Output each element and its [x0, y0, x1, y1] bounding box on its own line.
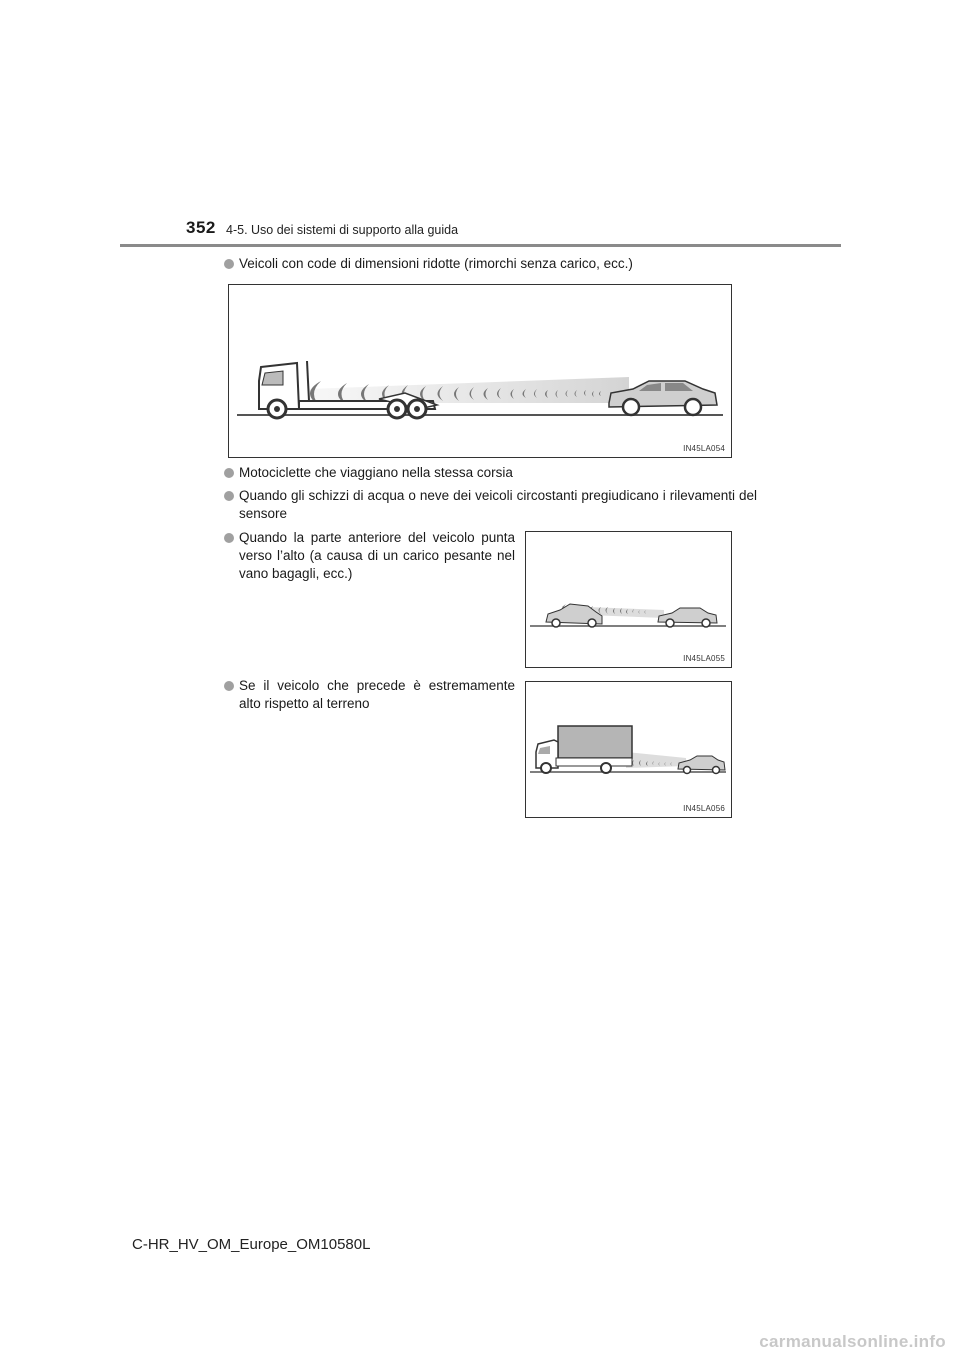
bullet-dot-icon	[224, 681, 234, 691]
page-number: 352	[186, 218, 216, 237]
bullet-dot-icon	[224, 533, 234, 543]
bullet-item: Quando la parte anteriore del veicolo punta verso l’alto (a causa di un carico pesante nel vano bagagli, ecc.)	[224, 529, 515, 583]
figure-two-cars	[525, 531, 732, 668]
footer-doc-code: C-HR_HV_OM_Europe_OM10580L	[132, 1236, 371, 1253]
bullet-dot-icon	[224, 468, 234, 478]
two-cars-illustration-icon	[526, 532, 733, 669]
flatbed-truck-and-car-illustration-icon	[229, 285, 733, 459]
bullet-item: Quando gli schizzi di acqua o neve dei veicoli circostanti pregiudicano i rilevamenti del sensore	[224, 487, 757, 523]
figure-code: IN45LA055	[683, 654, 725, 663]
figure-flatbed-truck	[228, 284, 732, 458]
bullet-dot-icon	[224, 259, 234, 269]
bullet-item: Se il veicolo che precede è estremamente alto rispetto al terreno	[224, 677, 515, 713]
box-truck-and-car-illustration-icon	[526, 682, 733, 819]
header-rule	[120, 244, 841, 247]
bullet-dot-icon	[224, 491, 234, 501]
figure-box-truck	[525, 681, 732, 818]
bullet-item: Veicoli con code di dimensioni ridotte (rimorchi senza carico, ecc.)	[224, 255, 759, 273]
figure-code: IN45LA054	[683, 444, 725, 453]
figure-code: IN45LA056	[683, 804, 725, 813]
watermark: carmanualsonline.info	[759, 1332, 946, 1351]
bullet-item: Motociclette che viaggiano nella stessa corsia	[224, 464, 759, 482]
section-title: 4-5. Uso dei sistemi di supporto alla guida	[226, 223, 459, 237]
